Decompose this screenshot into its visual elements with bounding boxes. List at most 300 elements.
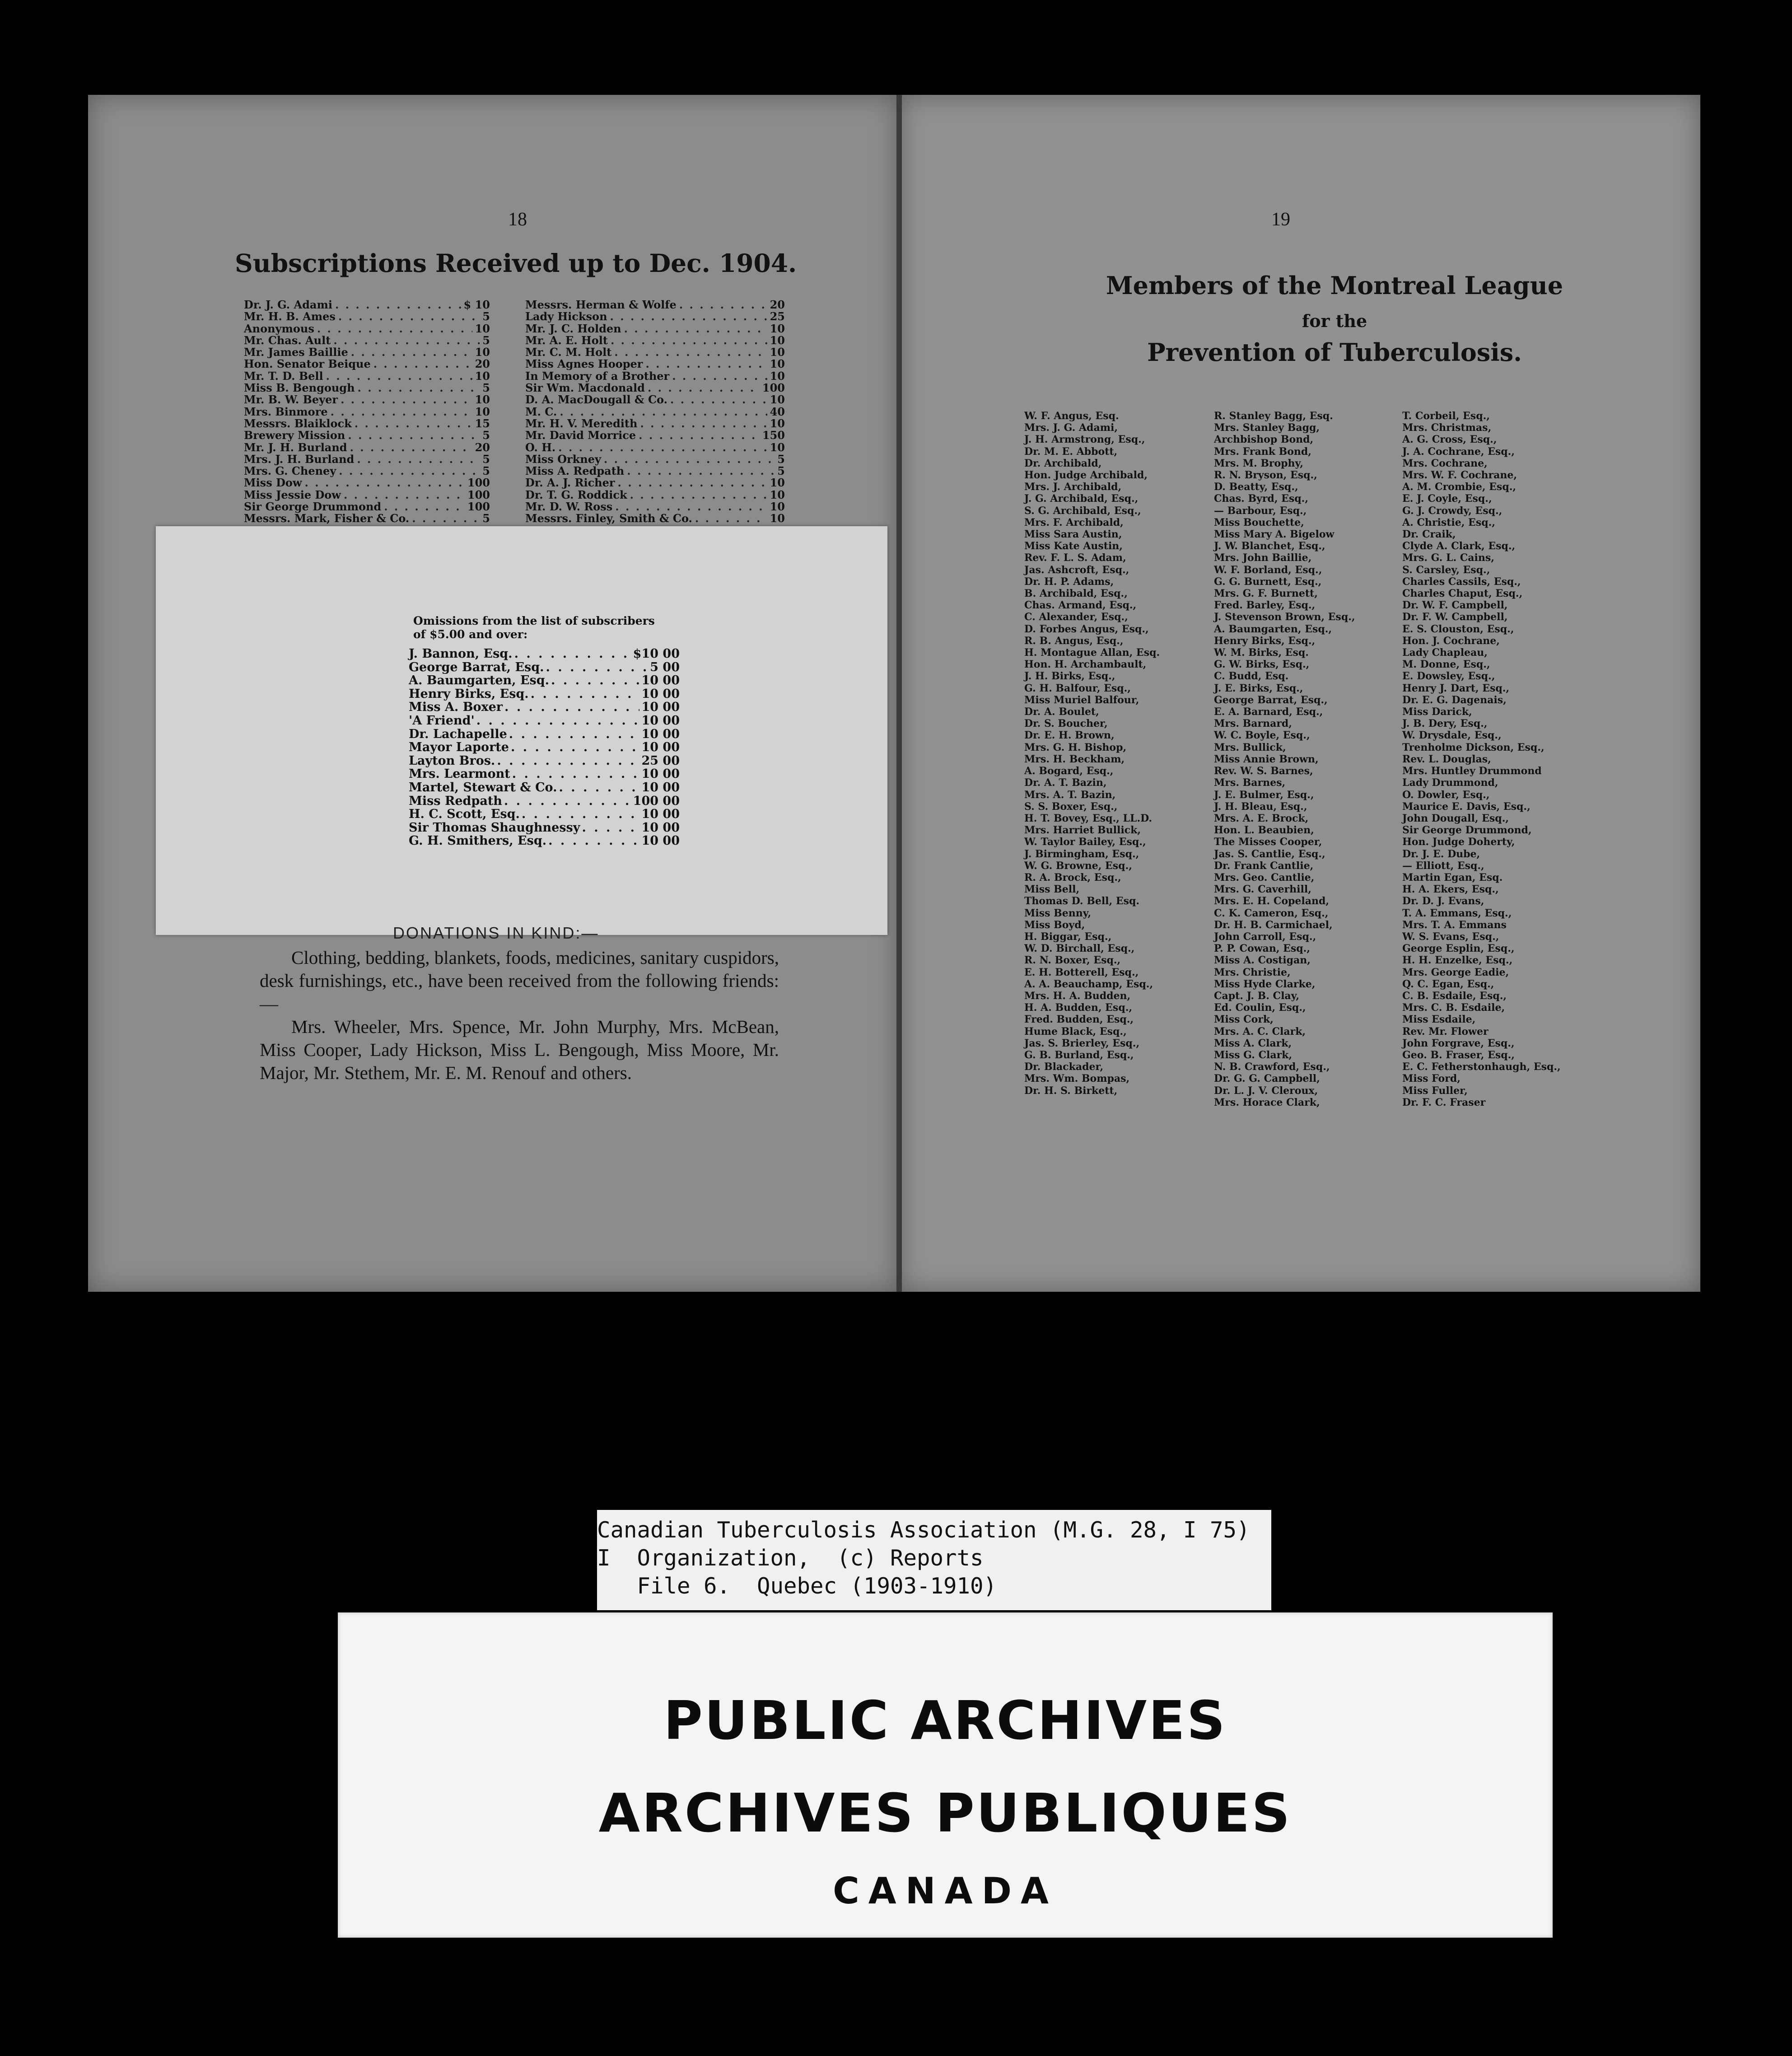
leader-dots — [344, 489, 465, 501]
member-name: Jas. Ashcroft, Esq., — [1024, 564, 1129, 576]
subscription-row-amount: 10 — [475, 393, 490, 407]
subscription-row-amount: 10 — [770, 322, 785, 335]
subscription-row-amount: 25 — [770, 310, 785, 323]
member-name: Mrs. Cochrane, — [1402, 457, 1488, 469]
subscription-row-amount: 100 — [467, 488, 490, 501]
members-title-line2: for the — [1302, 311, 1367, 331]
leader-dots — [639, 430, 760, 441]
member-name: E. H. Botterell, Esq., — [1024, 966, 1139, 978]
omission-row-amount: 10 00 — [641, 727, 680, 741]
subscription-row — [525, 418, 785, 430]
member-name: Archbishop Bond, — [1214, 434, 1314, 446]
subscription-row-name: Mr. H. V. Meredith — [525, 416, 638, 430]
member-name: H. Biggar, Esq., — [1024, 930, 1112, 943]
subscription-row — [525, 394, 785, 406]
member-name: — Elliott, Esq., — [1402, 860, 1484, 872]
leader-dots — [514, 647, 631, 661]
subscription-row-name: Mr. T. D. Bell — [244, 369, 323, 383]
member-name: Mrs. Stanley Bagg, — [1214, 422, 1320, 434]
member-name: W. M. Birks, Esq. — [1214, 647, 1309, 659]
leader-dots — [350, 442, 472, 453]
subscription-row — [244, 465, 490, 477]
member-name: Miss Bell, — [1024, 883, 1080, 896]
member-name: E. Dowsley, Esq., — [1402, 670, 1495, 682]
subscription-row-name: Miss Orkney — [525, 452, 601, 466]
member-name: Dr. H. S. Birkett, — [1024, 1084, 1118, 1097]
member-name: Dr. S. Boucher, — [1024, 718, 1108, 730]
donations-text — [260, 946, 779, 1084]
member-name: Hume Black, Esq., — [1024, 1025, 1127, 1037]
subscription-row-amount: 5 — [482, 310, 490, 323]
archive-label-line1: Canadian Tuberculosis Association (M.G. 28, I 75) — [597, 1517, 1250, 1543]
omission-row-amount: 10 00 — [641, 834, 680, 848]
omission-row-amount: 10 00 — [641, 807, 680, 822]
member-name: D. Forbes Angus, Esq., — [1024, 623, 1149, 635]
member-name: A. Bogard, Esq., — [1024, 765, 1114, 777]
members-title-line3: Prevention of Tuberculosis. — [1147, 338, 1522, 367]
omission-row-amount: 100 00 — [633, 794, 680, 808]
member-name: E. A. Barnard, Esq., — [1214, 706, 1323, 718]
leader-dots — [624, 323, 767, 335]
omission-row-amount: 10 00 — [641, 700, 680, 715]
leader-dots — [326, 370, 472, 382]
leader-dots — [333, 335, 480, 346]
member-name: W. F. Angus, Esq. — [1024, 410, 1119, 422]
subscription-row-name: Lady Hickson — [525, 310, 607, 323]
member-name: Rev. Mr. Flower — [1402, 1025, 1489, 1037]
member-name: H. H. Enzelke, Esq., — [1402, 954, 1513, 967]
member-name: T. A. Emmans, Esq., — [1402, 907, 1512, 919]
leader-dots — [509, 728, 640, 741]
subscription-row-name: Mr. David Morrice — [525, 429, 636, 442]
subscription-row — [525, 465, 785, 477]
member-name: C. Budd, Esq. — [1214, 670, 1289, 682]
subscription-row-amount: 5 — [482, 381, 490, 395]
subscription-row — [244, 346, 490, 358]
member-name: J. G. Archibald, Esq., — [1024, 493, 1139, 505]
member-name: Dr. H. P. Adams, — [1024, 575, 1114, 588]
leader-dots — [630, 489, 767, 501]
leader-dots — [558, 442, 767, 453]
members-column-2 — [1214, 410, 1355, 1108]
member-name: D. Beatty, Esq., — [1214, 481, 1298, 493]
member-name: G. G. Burnett, Esq., — [1214, 575, 1322, 588]
right-page-number: 19 — [1271, 209, 1290, 230]
subscription-row — [244, 501, 490, 513]
member-name: Clyde A. Clark, Esq., — [1402, 540, 1516, 552]
subscription-row-amount: 5 — [482, 429, 490, 442]
archive-label-text — [597, 1516, 1250, 1600]
member-name: Miss Darick, — [1402, 706, 1472, 718]
leader-dots — [695, 513, 767, 524]
member-name: Mrs. T. A. Emmans — [1402, 919, 1507, 931]
omission-row-name: Miss Redpath — [409, 794, 502, 808]
member-name: Chas. Armand, Esq., — [1024, 599, 1137, 612]
omission-row-amount: 10 00 — [641, 740, 680, 755]
member-name: Mrs. Wm. Bompas, — [1024, 1073, 1130, 1085]
member-name: N. B. Crawford, Esq., — [1214, 1061, 1330, 1073]
subscription-row-name: Miss B. Bengough — [244, 381, 355, 395]
member-name: G. H. Balfour, Esq., — [1024, 682, 1131, 694]
subscription-row-amount: 10 — [770, 512, 785, 525]
member-name: Lady Chapleau, — [1402, 647, 1488, 659]
leader-dots — [358, 382, 480, 394]
subscription-row — [244, 358, 490, 370]
subscription-row — [525, 501, 785, 513]
subscription-row-name: Dr. T. G. Roddick — [525, 488, 627, 501]
member-name: Mrs. John Baillie, — [1214, 552, 1312, 564]
member-name: The Misses Cooper, — [1214, 836, 1322, 848]
subscription-row — [244, 453, 490, 465]
omission-row — [409, 701, 680, 714]
book-spine — [896, 95, 902, 1292]
subscription-row — [244, 394, 490, 406]
omission-row-amount: 10 00 — [641, 713, 680, 728]
leader-dots — [679, 299, 767, 311]
omission-row — [409, 767, 680, 781]
subscription-row-amount: 150 — [762, 429, 785, 442]
subscription-row-name: Anonymous — [244, 322, 314, 335]
member-name: Mrs. G. H. Bishop, — [1024, 741, 1127, 753]
members-column-3 — [1402, 410, 1561, 1108]
leader-dots — [338, 311, 480, 322]
member-name: C. Alexander, Esq., — [1024, 611, 1128, 623]
subscription-row — [244, 311, 490, 322]
omission-row-name: G. H. Smithers, Esq. — [409, 834, 547, 848]
subscription-row-name: Mr. H. B. Ames — [244, 310, 336, 323]
member-name: S. S. Boxer, Esq., — [1024, 800, 1118, 813]
omission-row-name: Miss A. Boxer — [409, 700, 503, 715]
member-name: G. B. Burland, Esq., — [1024, 1049, 1134, 1061]
subscription-row — [244, 382, 490, 394]
subscription-row-name: D. A. MacDougall & Co. — [525, 393, 667, 407]
member-name: W. G. Browne, Esq., — [1024, 860, 1132, 872]
member-name: Mrs. J. G. Adami, — [1024, 422, 1118, 434]
member-name: Hon. L. Beaubien, — [1214, 824, 1314, 836]
subscription-row — [244, 442, 490, 453]
member-name: J. Birmingham, Esq., — [1024, 848, 1139, 860]
member-name: R. N. Boxer, Esq., — [1024, 954, 1121, 967]
member-name: Mrs. M. Brophy, — [1214, 457, 1303, 469]
subscription-row-amount: 10 — [770, 357, 785, 371]
omission-row — [409, 647, 680, 661]
member-name: Rev. L. Douglas, — [1402, 753, 1491, 765]
subscription-row-name: Mr. B. W. Beyer — [244, 393, 338, 407]
member-name: Henry J. Dart, Esq., — [1402, 682, 1510, 694]
subscription-row-name: Sir George Drummond — [244, 500, 382, 514]
member-name: Jas. S. Cantlie, Esq., — [1214, 848, 1325, 860]
subscription-row-amount: 5 — [482, 452, 490, 466]
subscription-row-name: O. H. — [525, 440, 556, 454]
left-page-number: 18 — [508, 209, 527, 230]
member-name: Miss A. Clark, — [1214, 1037, 1292, 1049]
omission-row — [409, 687, 680, 701]
member-name: Mrs. Barnes, — [1214, 777, 1286, 789]
member-name: Fred. Budden, Esq., — [1024, 1014, 1134, 1026]
member-name: Mrs. W. F. Cochrane, — [1402, 469, 1517, 481]
member-name: J. H. Armstrong, Esq., — [1024, 434, 1145, 446]
member-name: S. G. Archibald, Esq., — [1024, 505, 1141, 517]
member-name: Miss Hyde Clarke, — [1214, 978, 1316, 990]
member-name: Miss Fuller, — [1402, 1084, 1468, 1097]
member-name: John Forgrave, Esq., — [1402, 1037, 1515, 1049]
omissions-heading-line1: Omissions from the list of subscribers — [413, 614, 655, 627]
subscription-row-name: Mr. J. H. Burland — [244, 440, 347, 454]
member-name: W. S. Evans, Esq., — [1402, 930, 1499, 943]
member-name: Mrs. E. H. Copeland, — [1214, 895, 1330, 907]
omission-row-name: Mayor Laporte — [409, 740, 509, 755]
member-name: Mrs. H. A. Budden, — [1024, 990, 1131, 1002]
member-name: Miss G. Clark, — [1214, 1049, 1293, 1061]
member-name: Ed. Coulin, Esq., — [1214, 1002, 1306, 1014]
omission-row — [409, 821, 680, 835]
member-name: Dr. F. W. Campbell, — [1402, 611, 1508, 623]
leader-dots — [305, 477, 465, 489]
member-name: Dr. M. E. Abbott, — [1024, 445, 1118, 458]
leader-dots — [559, 781, 640, 794]
subscription-row — [244, 323, 490, 335]
archive-label — [597, 1510, 1271, 1610]
leader-dots — [645, 358, 767, 370]
member-name: W. C. Boyle, Esq., — [1214, 729, 1310, 742]
leader-dots — [546, 661, 649, 674]
subscription-row — [525, 382, 785, 394]
member-name: Thomas D. Bell, Esq. — [1024, 895, 1140, 907]
omission-row-name: Layton Bros. — [409, 753, 495, 768]
member-name: Fred. Barley, Esq., — [1214, 599, 1316, 612]
stamp-line-3: CANADA — [833, 1870, 1058, 1912]
member-name: Mrs. Christie, — [1214, 966, 1291, 978]
member-name: Mrs. Geo. Cantlie, — [1214, 871, 1315, 883]
subscription-row-name: Mrs. Binmore — [244, 405, 328, 418]
member-name: J. H. Birks, Esq., — [1024, 670, 1115, 682]
omissions-list — [409, 647, 680, 848]
member-name: Charles Chaput, Esq., — [1402, 588, 1523, 600]
subscription-row-name: Mr. D. W. Ross — [525, 500, 613, 514]
subscription-row-amount: 15 — [475, 416, 490, 430]
member-name: Dr. Frank Cantlie, — [1214, 860, 1314, 872]
members-column-1 — [1024, 410, 1160, 1097]
subscription-row-name: Mrs. J. H. Burland — [244, 452, 355, 466]
member-name: W. D. Birchall, Esq., — [1024, 943, 1135, 955]
member-name: Miss Benny, — [1024, 907, 1092, 919]
member-name: R. N. Bryson, Esq., — [1214, 469, 1317, 481]
stamp-line-1: PUBLIC ARCHIVES — [663, 1689, 1227, 1752]
member-name: S. Carsley, Esq., — [1402, 564, 1490, 576]
subscription-row — [525, 489, 785, 501]
leader-dots — [351, 346, 472, 358]
subscription-row — [244, 513, 490, 524]
member-name: Hon. H. Archambault, — [1024, 659, 1147, 671]
member-name: Dr. Archibald, — [1024, 457, 1102, 469]
omission-row-name: Henry Birks, Esq. — [409, 687, 529, 701]
member-name: Miss Ford, — [1402, 1073, 1461, 1085]
member-name: Geo. B. Fraser, Esq., — [1402, 1049, 1515, 1061]
leader-dots — [339, 465, 480, 477]
member-name: Miss A. Costigan, — [1214, 954, 1311, 967]
member-name: G. J. Crowdy, Esq., — [1402, 505, 1503, 517]
subscription-row — [244, 430, 490, 441]
member-name: W. Taylor Bailey, Esq., — [1024, 836, 1146, 848]
member-name: H. Montague Allan, Esq. — [1024, 647, 1160, 659]
subscription-row — [244, 477, 490, 489]
member-name: J. W. Blanchet, Esq., — [1214, 540, 1325, 552]
subscription-row-amount: 5 — [777, 464, 785, 478]
member-name: A. Christie, Esq., — [1402, 516, 1495, 528]
omission-row-name: Mrs. Learmont — [409, 767, 510, 781]
subscription-row-amount: 10 — [475, 369, 490, 383]
member-name: Q. C. Egan, Esq., — [1402, 978, 1494, 990]
leader-dots — [412, 513, 480, 524]
member-name: J. H. Bleau, Esq., — [1214, 800, 1307, 813]
subscription-row-name: In Memory of a Brother — [525, 369, 670, 383]
member-name: W. F. Borland, Esq., — [1214, 564, 1322, 576]
member-name: A. Baumgarten, Esq., — [1214, 623, 1332, 635]
member-name: Mrs. Harriet Bullick, — [1024, 824, 1141, 836]
member-name: Dr. W. F. Campbell, — [1402, 599, 1508, 612]
leader-dots — [618, 477, 767, 489]
member-name: E. J. Coyle, Esq., — [1402, 493, 1492, 505]
member-name: Miss Annie Brown, — [1214, 753, 1319, 765]
member-name: Mrs. Christmas, — [1402, 422, 1492, 434]
leader-dots — [640, 418, 767, 430]
omission-row-amount: 5 00 — [650, 660, 680, 674]
subscription-row-name: Miss Agnes Hooper — [525, 357, 643, 371]
leader-dots — [531, 687, 640, 701]
member-name: W. Drysdale, Esq., — [1402, 729, 1502, 742]
member-name: Dr. L. J. V. Cleroux, — [1214, 1084, 1318, 1097]
omission-row — [409, 808, 680, 821]
member-name: Mrs. Huntley Drummond — [1402, 765, 1542, 777]
archive-label-line3: File 6. Quebec (1903-1910) — [597, 1573, 997, 1599]
member-name: J. E. Birks, Esq., — [1214, 682, 1303, 694]
member-name: — Barbour, Esq., — [1214, 505, 1307, 517]
subscription-row — [525, 299, 785, 311]
omission-row-amount: 10 00 — [641, 780, 680, 794]
subscription-row-amount: 40 — [770, 405, 785, 418]
member-name: J. A. Cochrane, Esq., — [1402, 445, 1515, 458]
leader-dots — [648, 382, 760, 394]
leader-dots — [373, 358, 472, 370]
omission-row — [409, 754, 680, 768]
member-name: George Esplin, Esq., — [1402, 943, 1515, 955]
subscription-row-name: Mr. A. E. Holt — [525, 333, 608, 347]
leader-dots — [672, 370, 767, 382]
donations-heading: DONATIONS IN KIND:— — [393, 924, 599, 942]
member-name: Capt. J. B. Clay, — [1214, 990, 1300, 1002]
member-name: Mrs. J. Archibald, — [1024, 481, 1122, 493]
subscription-row-amount: 20 — [475, 357, 490, 371]
member-name: John Dougall, Esq., — [1402, 812, 1509, 824]
subscription-row — [525, 430, 785, 441]
member-name: Henry Birks, Esq., — [1214, 635, 1316, 647]
leader-dots — [335, 299, 461, 311]
member-name: B. Archibald, Esq., — [1024, 588, 1128, 600]
member-name: Miss Muriel Balfour, — [1024, 694, 1139, 706]
leader-dots — [355, 418, 472, 430]
leader-dots — [615, 501, 767, 513]
subscription-row-amount: 20 — [770, 298, 785, 311]
subscription-row — [525, 453, 785, 465]
subscription-row-amount: 10 — [770, 440, 785, 454]
subscription-row-name: Sir Wm. Macdonald — [525, 381, 645, 395]
omission-row — [409, 714, 680, 728]
omissions-heading-line2: of $5.00 and over: — [413, 628, 528, 641]
members-title-line1: Members of the Montreal League — [1106, 271, 1563, 300]
public-archives-stamp — [338, 1612, 1553, 1938]
leader-dots — [497, 754, 639, 768]
subscription-row-amount: 20 — [475, 440, 490, 454]
member-name: Dr. G. G. Campbell, — [1214, 1073, 1320, 1085]
subscription-row-name: Mr. Chas. Ault — [244, 333, 331, 347]
subscription-row-amount: 100 — [762, 381, 785, 395]
member-name: E. C. Fetherstonhaugh, Esq., — [1402, 1061, 1561, 1073]
subscription-row — [525, 358, 785, 370]
member-name: O. Dowler, Esq., — [1402, 789, 1490, 801]
subscription-row-name: Miss A. Redpath — [525, 464, 625, 478]
subscription-row-amount: 10 — [770, 488, 785, 501]
member-name: Mrs. A. E. Brock, — [1214, 812, 1309, 824]
donations-paragraph-1: Clothing, bedding, blankets, foods, medicines, sanitary cuspidors, desk furnishings, etc., have been received from the following friends:— — [260, 947, 779, 1014]
omission-row — [409, 794, 680, 808]
omission-row — [409, 834, 680, 848]
leader-dots — [582, 821, 639, 835]
member-name: Dr. Craik, — [1402, 528, 1456, 541]
omission-row — [409, 661, 680, 674]
subscription-row — [244, 335, 490, 346]
subscription-row-amount: 10 — [770, 500, 785, 514]
subscription-row-amount: 100 — [467, 500, 490, 514]
leader-dots — [560, 406, 767, 418]
leader-dots — [317, 323, 472, 335]
member-name: H. A. Ekers, Esq., — [1402, 883, 1499, 896]
member-name: George Barrat, Esq., — [1214, 694, 1328, 706]
subscription-row — [525, 323, 785, 335]
subscription-row-amount: 10 — [770, 369, 785, 383]
leader-dots — [504, 701, 639, 714]
leader-dots — [604, 453, 775, 465]
omission-row-amount: 25 00 — [641, 753, 680, 768]
subscription-row-name: Mr. C. M. Holt — [525, 346, 612, 359]
archive-label-line2: I Organization, (c) Reports — [597, 1545, 984, 1571]
member-name: A. A. Beauchamp, Esq., — [1024, 978, 1153, 990]
member-name: J. E. Bulmer, Esq., — [1214, 789, 1314, 801]
leader-dots — [522, 808, 640, 821]
member-name: Miss Kate Austin, — [1024, 540, 1123, 552]
leader-dots — [670, 394, 767, 406]
member-name: Miss Mary A. Bigelow — [1214, 528, 1335, 541]
member-name: Dr. F. C. Fraser — [1402, 1096, 1486, 1108]
leader-dots — [548, 834, 639, 848]
member-name: Dr. Blackader, — [1024, 1061, 1104, 1073]
leader-dots — [511, 741, 640, 754]
subscription-row — [525, 406, 785, 418]
subscription-row-name: M. C. — [525, 405, 557, 418]
stamp-line-2: ARCHIVES PUBLIQUES — [598, 1782, 1292, 1844]
member-name: R. Stanley Bagg, Esq. — [1214, 410, 1333, 422]
member-name: M. Donne, Esq., — [1402, 659, 1490, 671]
member-name: C. B. Esdaile, Esq., — [1402, 990, 1507, 1002]
member-name: Mrs. Frank Bond, — [1214, 445, 1311, 458]
omission-row-amount: 10 00 — [641, 767, 680, 781]
subscription-row-name: Dr. J. G. Adami — [244, 298, 332, 311]
member-name: Rev. F. L. S. Adam, — [1024, 552, 1126, 564]
member-name: Mrs. A. T. Bazin, — [1024, 789, 1116, 801]
member-name: Mrs. Horace Clark, — [1214, 1096, 1320, 1108]
omission-row — [409, 674, 680, 687]
leader-dots — [551, 674, 639, 687]
member-name: E. S. Clouston, Esq., — [1402, 623, 1514, 635]
